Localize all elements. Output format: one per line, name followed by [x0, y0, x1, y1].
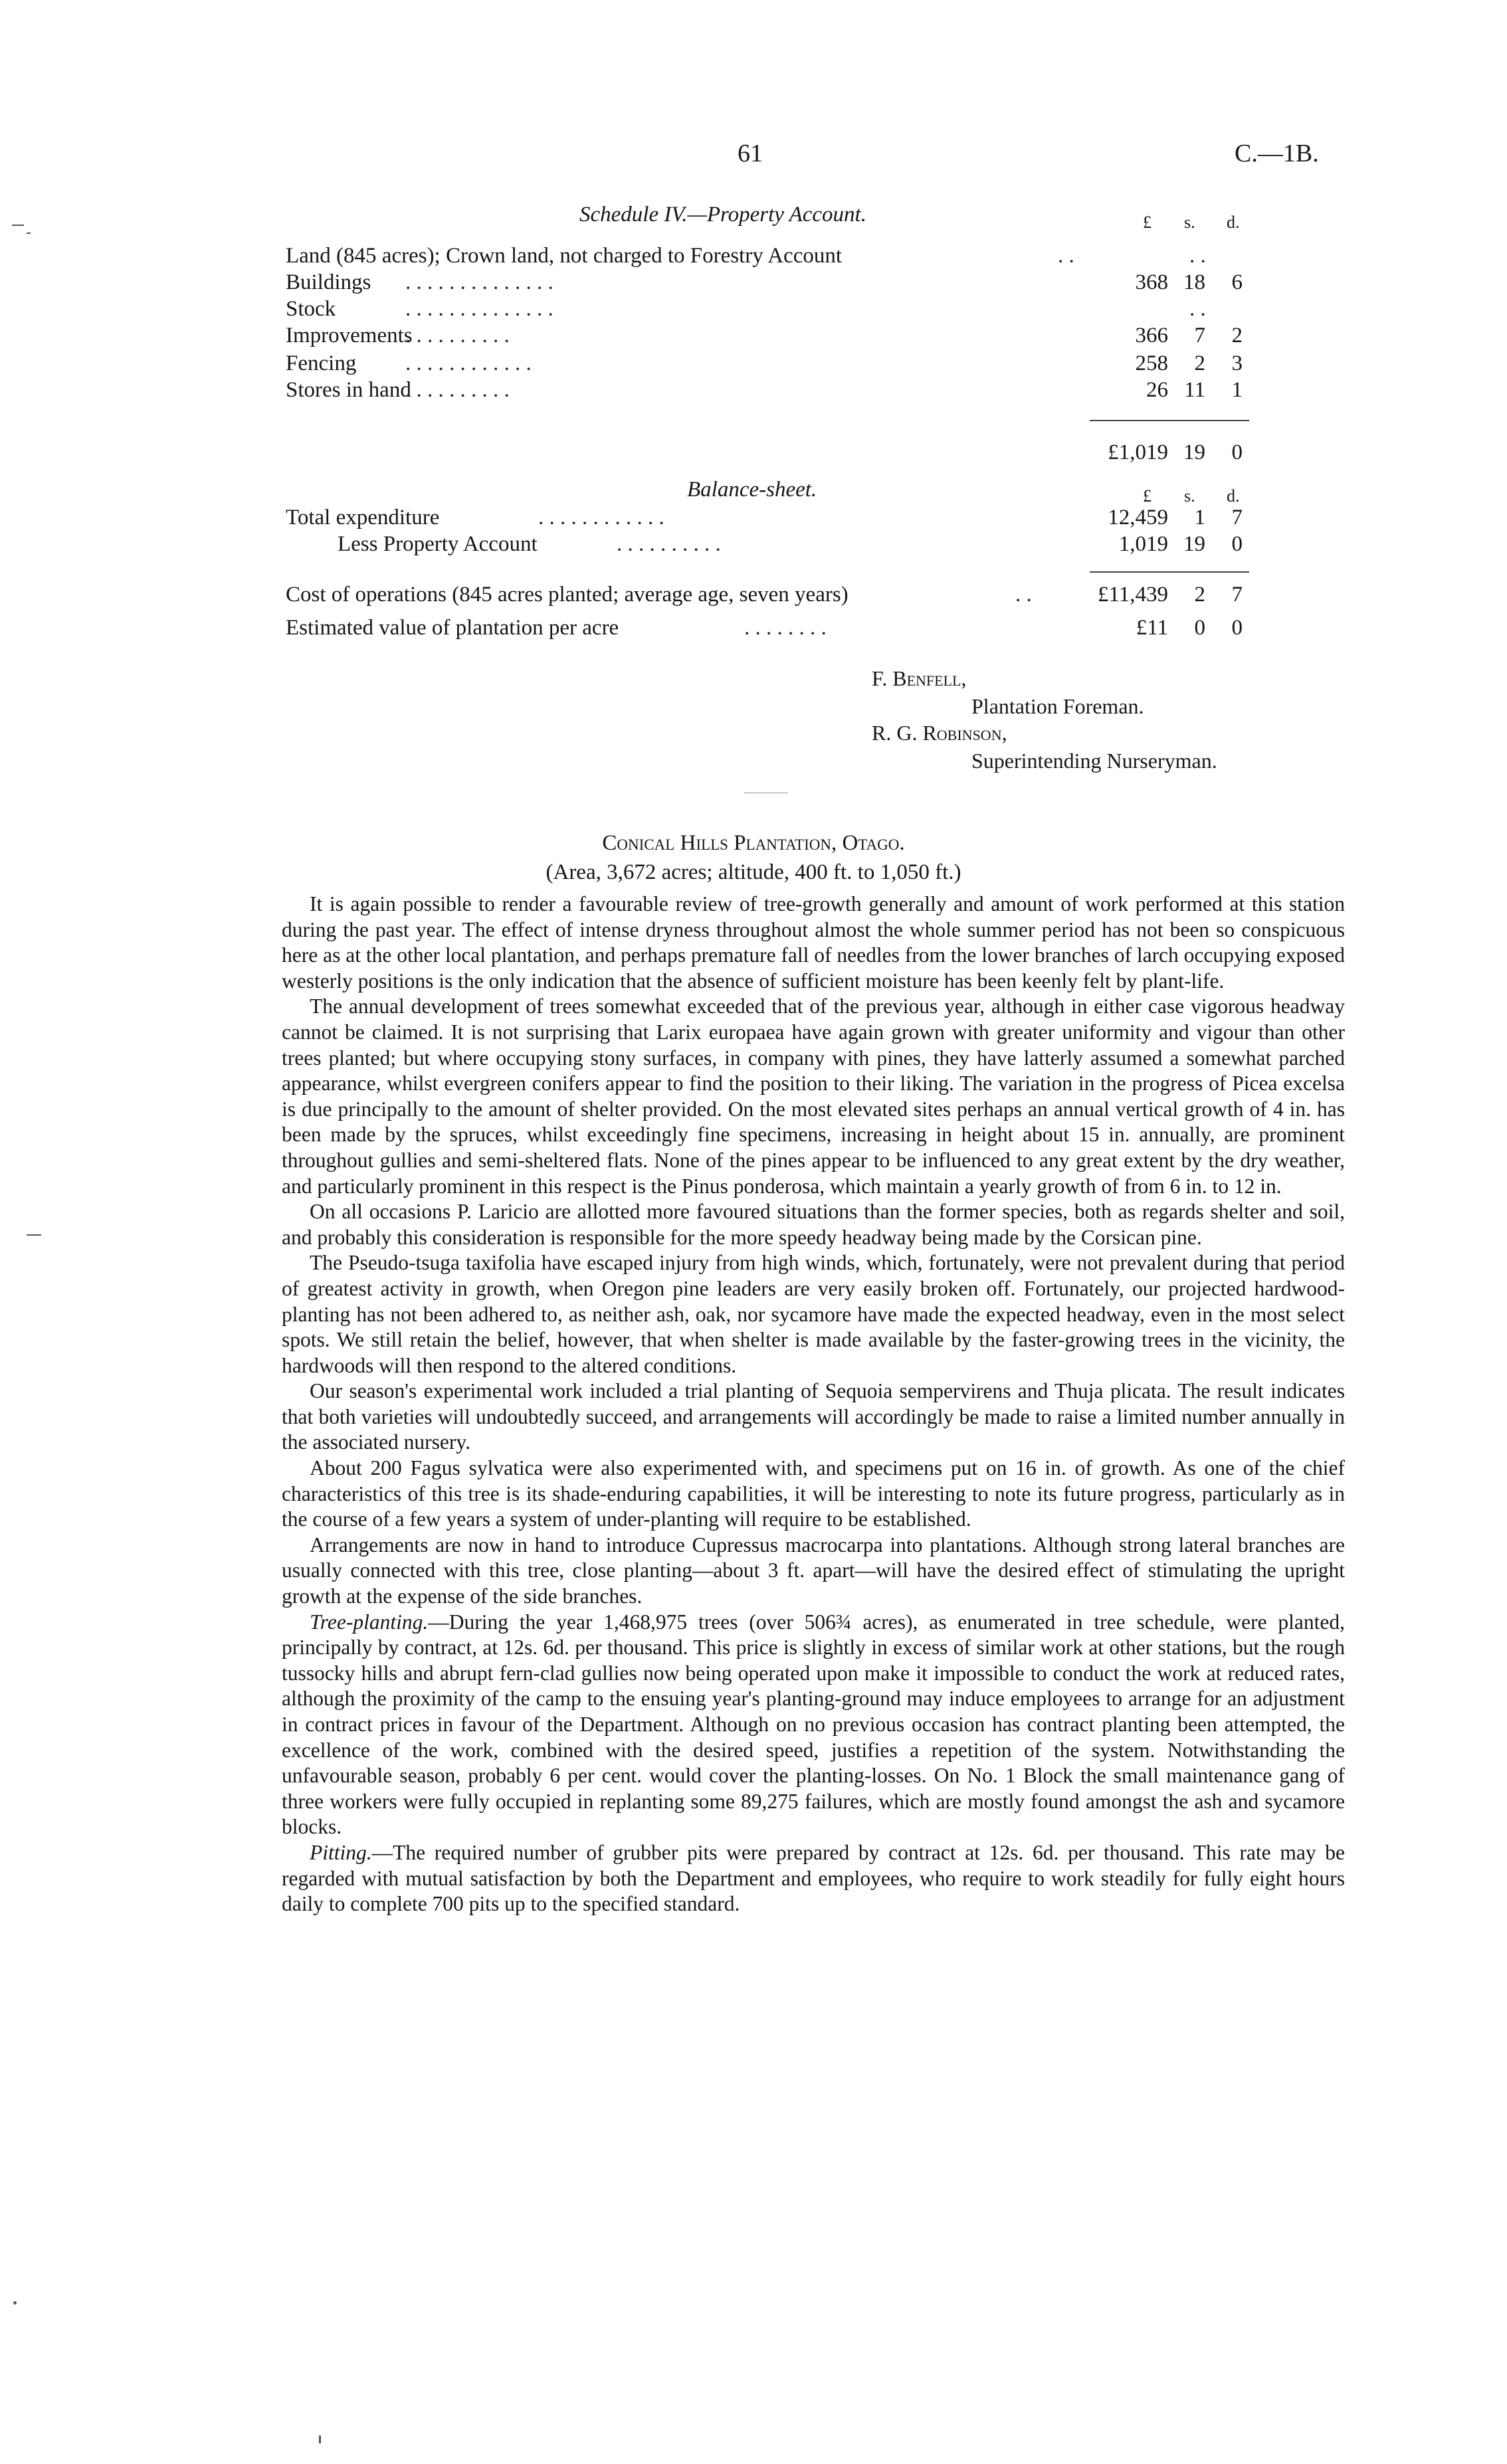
- schedule-row-pounds: 26: [1146, 378, 1168, 402]
- balance-row: [338, 531, 1249, 558]
- cost-shillings: 2: [1194, 583, 1205, 607]
- paragraph-text: About 200 Fagus sylvatica were also experimented with, and specimens put on 16 in. of growth. As one of the chief characteristics of this tree is its shade-enduring capabilities, it will be interesting to note its future progress, particularly as in the course of a few years a system of under-planting will require to be established.: [282, 1456, 1345, 1531]
- paragraph-lead: Pitting.: [310, 1840, 372, 1864]
- body-paragraph: [282, 1456, 1345, 1533]
- balance-row-shillings: 19: [1183, 532, 1205, 556]
- schedule-row: [286, 243, 1249, 270]
- balance-row-pounds: 12,459: [1108, 506, 1168, 529]
- schedule-row-leader: . . . . . . . . . .: [405, 324, 510, 347]
- schedule-row-shillings: 11: [1184, 378, 1205, 402]
- schedule-row-pence: 1: [1231, 378, 1243, 402]
- body-text: [282, 892, 1345, 1917]
- margin-mark: [13, 2301, 17, 2305]
- value-shillings: 0: [1194, 616, 1205, 640]
- signature-title-1: Plantation Foreman.: [971, 694, 1144, 718]
- schedule-row-pence: 6: [1231, 270, 1243, 294]
- schedule-row-shillings: 18: [1183, 270, 1205, 294]
- schedule-col-pounds: £: [1143, 213, 1152, 232]
- schedule-row-trail: . .: [1189, 297, 1206, 321]
- value-pence: 0: [1231, 616, 1243, 640]
- body-paragraph: [282, 892, 1345, 994]
- schedule-row-label: Improvements: [286, 324, 413, 347]
- schedule-total-pence: 0: [1231, 440, 1243, 464]
- schedule-row-label: Stores in hand: [286, 378, 411, 402]
- schedule-row-pounds: 368: [1135, 270, 1168, 294]
- paragraph-text: On all occasions P. Laricio are allotted more favoured situations than the former species, both as regards shelter and soil, and probably this consideration is responsible for the more speedy headway being made by the Corsican pine.: [282, 1200, 1345, 1249]
- value-leader: . . . . . . . .: [744, 616, 827, 640]
- document-reference: C.—1B.: [1235, 140, 1319, 167]
- body-paragraph: [282, 1533, 1345, 1610]
- paragraph-text: The Pseudo-tsuga taxifolia have escaped injury from high winds, which, fortunately, were not prevalent during that period of greatest activity in growth, when Oregon pine leaders are very easily broken off. Fortunately, our projected hardwood-planting has not been adhered to, as neither ash, oak, nor sycamore have made the expected headway, even in the most select spots. We still retain the belief, however, that when shelter is made available by the faster-growing trees in the vicinity, the hardwoods will then respond to the altered conditions.: [282, 1251, 1345, 1377]
- schedule-row: [286, 351, 1249, 377]
- schedule-row-pounds: 258: [1135, 351, 1168, 375]
- margin-mark: [319, 2435, 321, 2443]
- schedule-row-pence: 2: [1231, 324, 1243, 347]
- schedule-row-label: Fencing: [286, 351, 357, 375]
- schedule-title: Schedule IV.—Property Account.: [579, 203, 866, 227]
- balance-col-pounds: £: [1143, 486, 1152, 506]
- paragraph-text: Arrangements are now in hand to introduce Cupressus macrocarpa into plantations. Although strong lateral branches are usually connected with this tree, close planting—about 3 ft. apart—will have the desired effect of stimulating the upright growth at the expense of the side branches.: [282, 1533, 1345, 1608]
- schedule-row-leader: . . . . . . . . . . . . . .: [405, 270, 553, 294]
- schedule-row: [286, 323, 1249, 349]
- schedule-row-pence: 3: [1231, 351, 1243, 375]
- balance-row: [286, 505, 1249, 531]
- balance-rule: [1090, 571, 1249, 573]
- value-pounds: £11: [1136, 616, 1168, 640]
- schedule-total-shillings: 19: [1183, 440, 1205, 464]
- balance-col-shillings: s.: [1184, 486, 1195, 506]
- balance-row-leader: . . . . . . . . . .: [617, 532, 721, 556]
- body-paragraph: [282, 1840, 1345, 1917]
- body-paragraph: [282, 1250, 1345, 1378]
- balance-col-pence: d.: [1227, 486, 1240, 506]
- body-paragraph: [282, 1378, 1345, 1456]
- schedule-row-label: Stock: [286, 297, 336, 321]
- paragraph-text: It is again possible to render a favourable review of tree-growth generally and amount of work performed at this station during the past year. The effect of intense dryness throughout almost the whole summer period has not been so conspicuous here as at the other local plantation, and perhaps premature fall of needles from the lower branches of larch occupying exposed westerly positions is the only indication that the absence of sufficient moisture has been keenly felt by plant-life.: [282, 892, 1345, 993]
- balance-row-label: Total expenditure: [286, 506, 440, 529]
- balance-row-pence: 7: [1231, 506, 1243, 529]
- balance-row-leader: . . . . . . . . . . . .: [538, 506, 664, 529]
- paragraph-text: —During the year 1,468,975 trees (over 506¾ acres), as enumerated in tree schedule, were planted, principally by contract, at 12s. 6d. per thousand. This price is slightly in excess of similar work at other stations, but the rough tussocky hills and abrupt fern-clad gullies now being operated upon make it impossible to conduct the work at reduced rates, although the proximity of the camp to the ensuing year's planting-ground may induce employees to arrange for an adjustment in contract prices in favour of the Department. Although on no previous occasion has contract planting been attempted, the excellence of the work, combined with the desired speed, justifies a repetition of the system. Notwithstanding the unfavourable season, probably 6 per cent. would cover the planting-losses. On No. 1 Block the small maintenance gang of three workers were fully occupied in replanting some 89,275 failures, which are mostly found amongst the ash and sycamore blocks.: [282, 1610, 1345, 1839]
- cost-pounds: £11,439: [1097, 583, 1168, 607]
- paragraph-text: The annual development of trees somewhat exceeded that of the previous year, although in either case vigorous headway cannot be claimed. It is not surprising that Larix europaea have again grown with greater uniformity and vigour than other trees planted; but where occupying stony surfaces, in company with pines, they have latterly assumed a somewhat parched appearance, whilst evergreen conifers appear to find the position to their liking. The variation in the progress of Picea excelsa is due principally to the amount of shelter provided. On the most elevated sites perhaps an annual vertical growth of 4 in. has been made by the spruces, whilst exceedingly fine specimens, increasing in height about 15 in. annually, are prominent throughout gullies and semi-sheltered flats. None of the pines appear to be influenced to any great extent by the dry weather, and particularly prominent in this respect is the Pinus ponderosa, which maintain a yearly growth of from 6 in. to 12 in.: [282, 995, 1345, 1198]
- paragraph-text: —The required number of grubber pits were prepared by contract at 12s. 6d. per thousand. This rate may be regarded with mutual satisfaction by both the Department and employees, who require to work steadily for fully eight hours daily to complete 700 pits up to the specified standard.: [282, 1840, 1345, 1916]
- schedule-row-shillings: 7: [1194, 324, 1205, 347]
- cost-pence: 7: [1231, 583, 1243, 607]
- cost-leader: . .: [1015, 583, 1032, 607]
- schedule-row-label: Buildings: [286, 270, 371, 294]
- schedule-total-rule: [1090, 420, 1249, 421]
- balance-row-pence: 0: [1231, 532, 1243, 556]
- body-paragraph: [282, 994, 1345, 1199]
- signature-title-2: Superintending Nurseryman.: [971, 749, 1217, 773]
- estimated-value-row: [286, 615, 1249, 642]
- signature-name-2: R. G. Robinson,: [872, 721, 1007, 745]
- schedule-row: [286, 377, 1249, 404]
- margin-mark: [12, 225, 24, 226]
- schedule-row: [286, 270, 1249, 296]
- balance-row-pounds: 1,019: [1118, 532, 1168, 556]
- schedule-row-label: Land (845 acres); Crown land, not charged to Forestry Account: [286, 244, 843, 268]
- cost-of-operations-row: [286, 582, 1249, 609]
- body-paragraph: [282, 1199, 1345, 1250]
- section-subtitle: (Area, 3,672 acres; altitude, 400 ft. to 1,050 ft.): [546, 860, 961, 884]
- schedule-row-leader: . . . . . . . . . . . .: [405, 351, 532, 375]
- schedule-row-trail: . .: [1189, 244, 1206, 268]
- section-title: Conical Hills Plantation, Otago.: [602, 831, 905, 855]
- page-number: 61: [738, 140, 763, 167]
- value-label: Estimated value of plantation per acre: [286, 616, 619, 640]
- schedule-row-leader: . . . . . . . . . .: [405, 378, 510, 402]
- schedule-row-pounds: 366: [1135, 324, 1168, 347]
- schedule-row-shillings: 2: [1194, 351, 1205, 375]
- schedule-row-leader: . . . . . . . . . . . . . .: [405, 297, 553, 321]
- schedule-row-leader: . .: [1058, 244, 1074, 268]
- schedule-col-shillings: s.: [1184, 213, 1195, 232]
- schedule-total-pounds: £1,019: [1108, 440, 1168, 464]
- schedule-col-pence: d.: [1227, 213, 1240, 232]
- body-paragraph: [282, 1610, 1345, 1840]
- balance-row-shillings: 1: [1194, 506, 1205, 529]
- balance-title: Balance-sheet.: [687, 478, 817, 502]
- signature-name-1: F. Benfell,: [872, 666, 967, 690]
- schedule-row: [286, 296, 1249, 323]
- paragraph-text: Our season's experimental work included a trial planting of Sequoia sempervirens and Thuja plicata. The result indicates that both varieties will undoubtedly succeed, and arrangements will accordingly be made to raise a limited number annually in the associated nursery.: [282, 1379, 1345, 1454]
- margin-mark: [27, 233, 31, 234]
- cost-label: Cost of operations (845 acres planted; average age, seven years): [286, 583, 849, 607]
- margin-mark: [27, 1234, 41, 1236]
- paragraph-lead: Tree-planting.: [310, 1610, 429, 1634]
- balance-row-label: Less Property Account: [338, 532, 538, 556]
